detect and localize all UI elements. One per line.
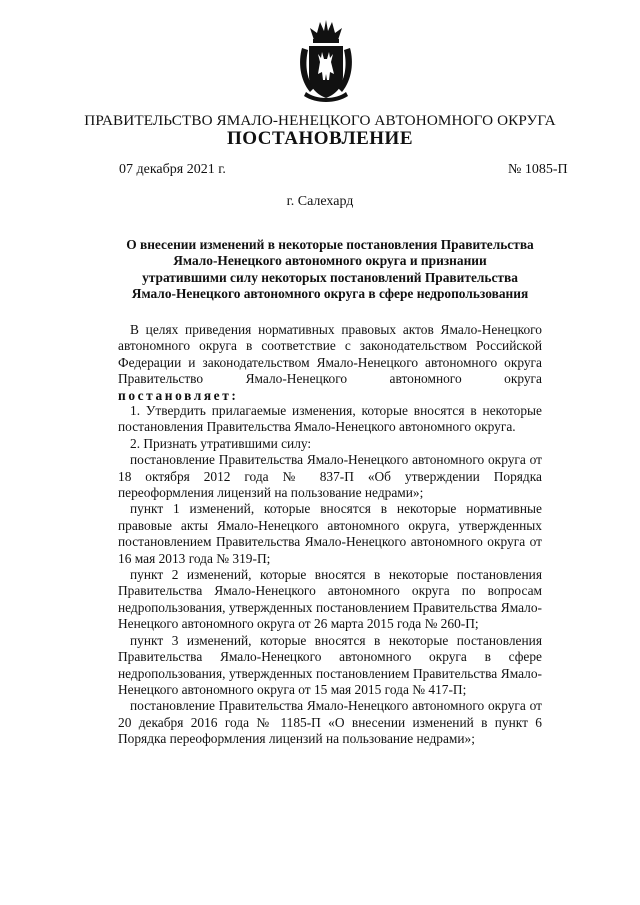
- body-paragraph: пункт 1 изменений, которые вносятся в некоторые нормативные правовые акты Ямало-Ненецкого автономного округа, утвержденных постановлением Правительства Ямало-Ненецкого автономного округа от 16 мая 2013 года № 319-П;: [118, 501, 542, 566]
- document-number: № 1085-П: [508, 162, 568, 177]
- yamal-nenets-coat-of-arms-icon: [296, 18, 356, 102]
- body-paragraph: пункт 3 изменений, которые вносятся в некоторые постановления Правительства Ямало-Ненецкого автономного округа в сфере недропользования, утвержденных постановлением Правительства Ямало-Ненецкого автономного округа от 15 мая 2015 года № 417-П;: [118, 632, 542, 697]
- document-type: ПОСТАНОВЛЕНИЕ: [226, 128, 414, 149]
- preamble-text: В целях приведения нормативных правовых актов Ямало-Ненецкого автономного округа в соответствие с законодательством Российской Федерации и законодательством Ямало-Ненецкого автономного округа Правительство Ямало-Ненецкого автономного округа: [118, 322, 542, 387]
- document-title: [110, 237, 550, 303]
- body-paragraph: постановление Правительства Ямало-Ненецкого автономного округа от 20 декабря 2016 года № 1185-П «О внесении изменений в пункт 6 Порядка переоформления лицензий на пользование недрами»;: [118, 698, 542, 747]
- title-line: О внесении изменений в некоторые постановления Правительства: [126, 237, 534, 252]
- title-line: Ямало-Ненецкого автономного округа в сфере недропользования: [131, 286, 529, 302]
- body-paragraph: постановление Правительства Ямало-Ненецкого автономного округа от 18 октября 2012 года № 837-П «Об утверждении Порядка переоформления лицензий на пользование недрами»;: [118, 452, 542, 501]
- title-line: Ямало-Ненецкого автономного округа и признании: [173, 253, 487, 269]
- government-name: ПРАВИТЕЛЬСТВО ЯМАЛО-НЕНЕЦКОГО АВТОНОМНОГО ОКРУГА: [84, 112, 556, 129]
- body-paragraph: 2. Признать утратившими силу:: [130, 435, 312, 451]
- document-body: [118, 403, 542, 748]
- title-line: утратившими силу некоторых постановлений Правительства: [142, 269, 518, 285]
- document-date: 07 декабря 2021 г.: [119, 162, 226, 177]
- decree-word: постановляет:: [118, 387, 239, 403]
- document-city: г. Салехард: [286, 194, 354, 209]
- preamble-paragraph: [118, 322, 542, 404]
- body-paragraph: 1. Утвердить прилагаемые изменения, которые вносятся в некоторые постановления Правительства Ямало-Ненецкого автономного округа.: [118, 403, 542, 435]
- preamble: [118, 322, 542, 404]
- body-paragraph: пункт 2 изменений, которые вносятся в некоторые постановления Правительства Ямало-Ненецкого автономного округа по вопросам недропользования, утвержденных постановлением Правительства Ямало-Ненецкого автономного округа от 26 марта 2015 года № 260-П;: [118, 567, 542, 632]
